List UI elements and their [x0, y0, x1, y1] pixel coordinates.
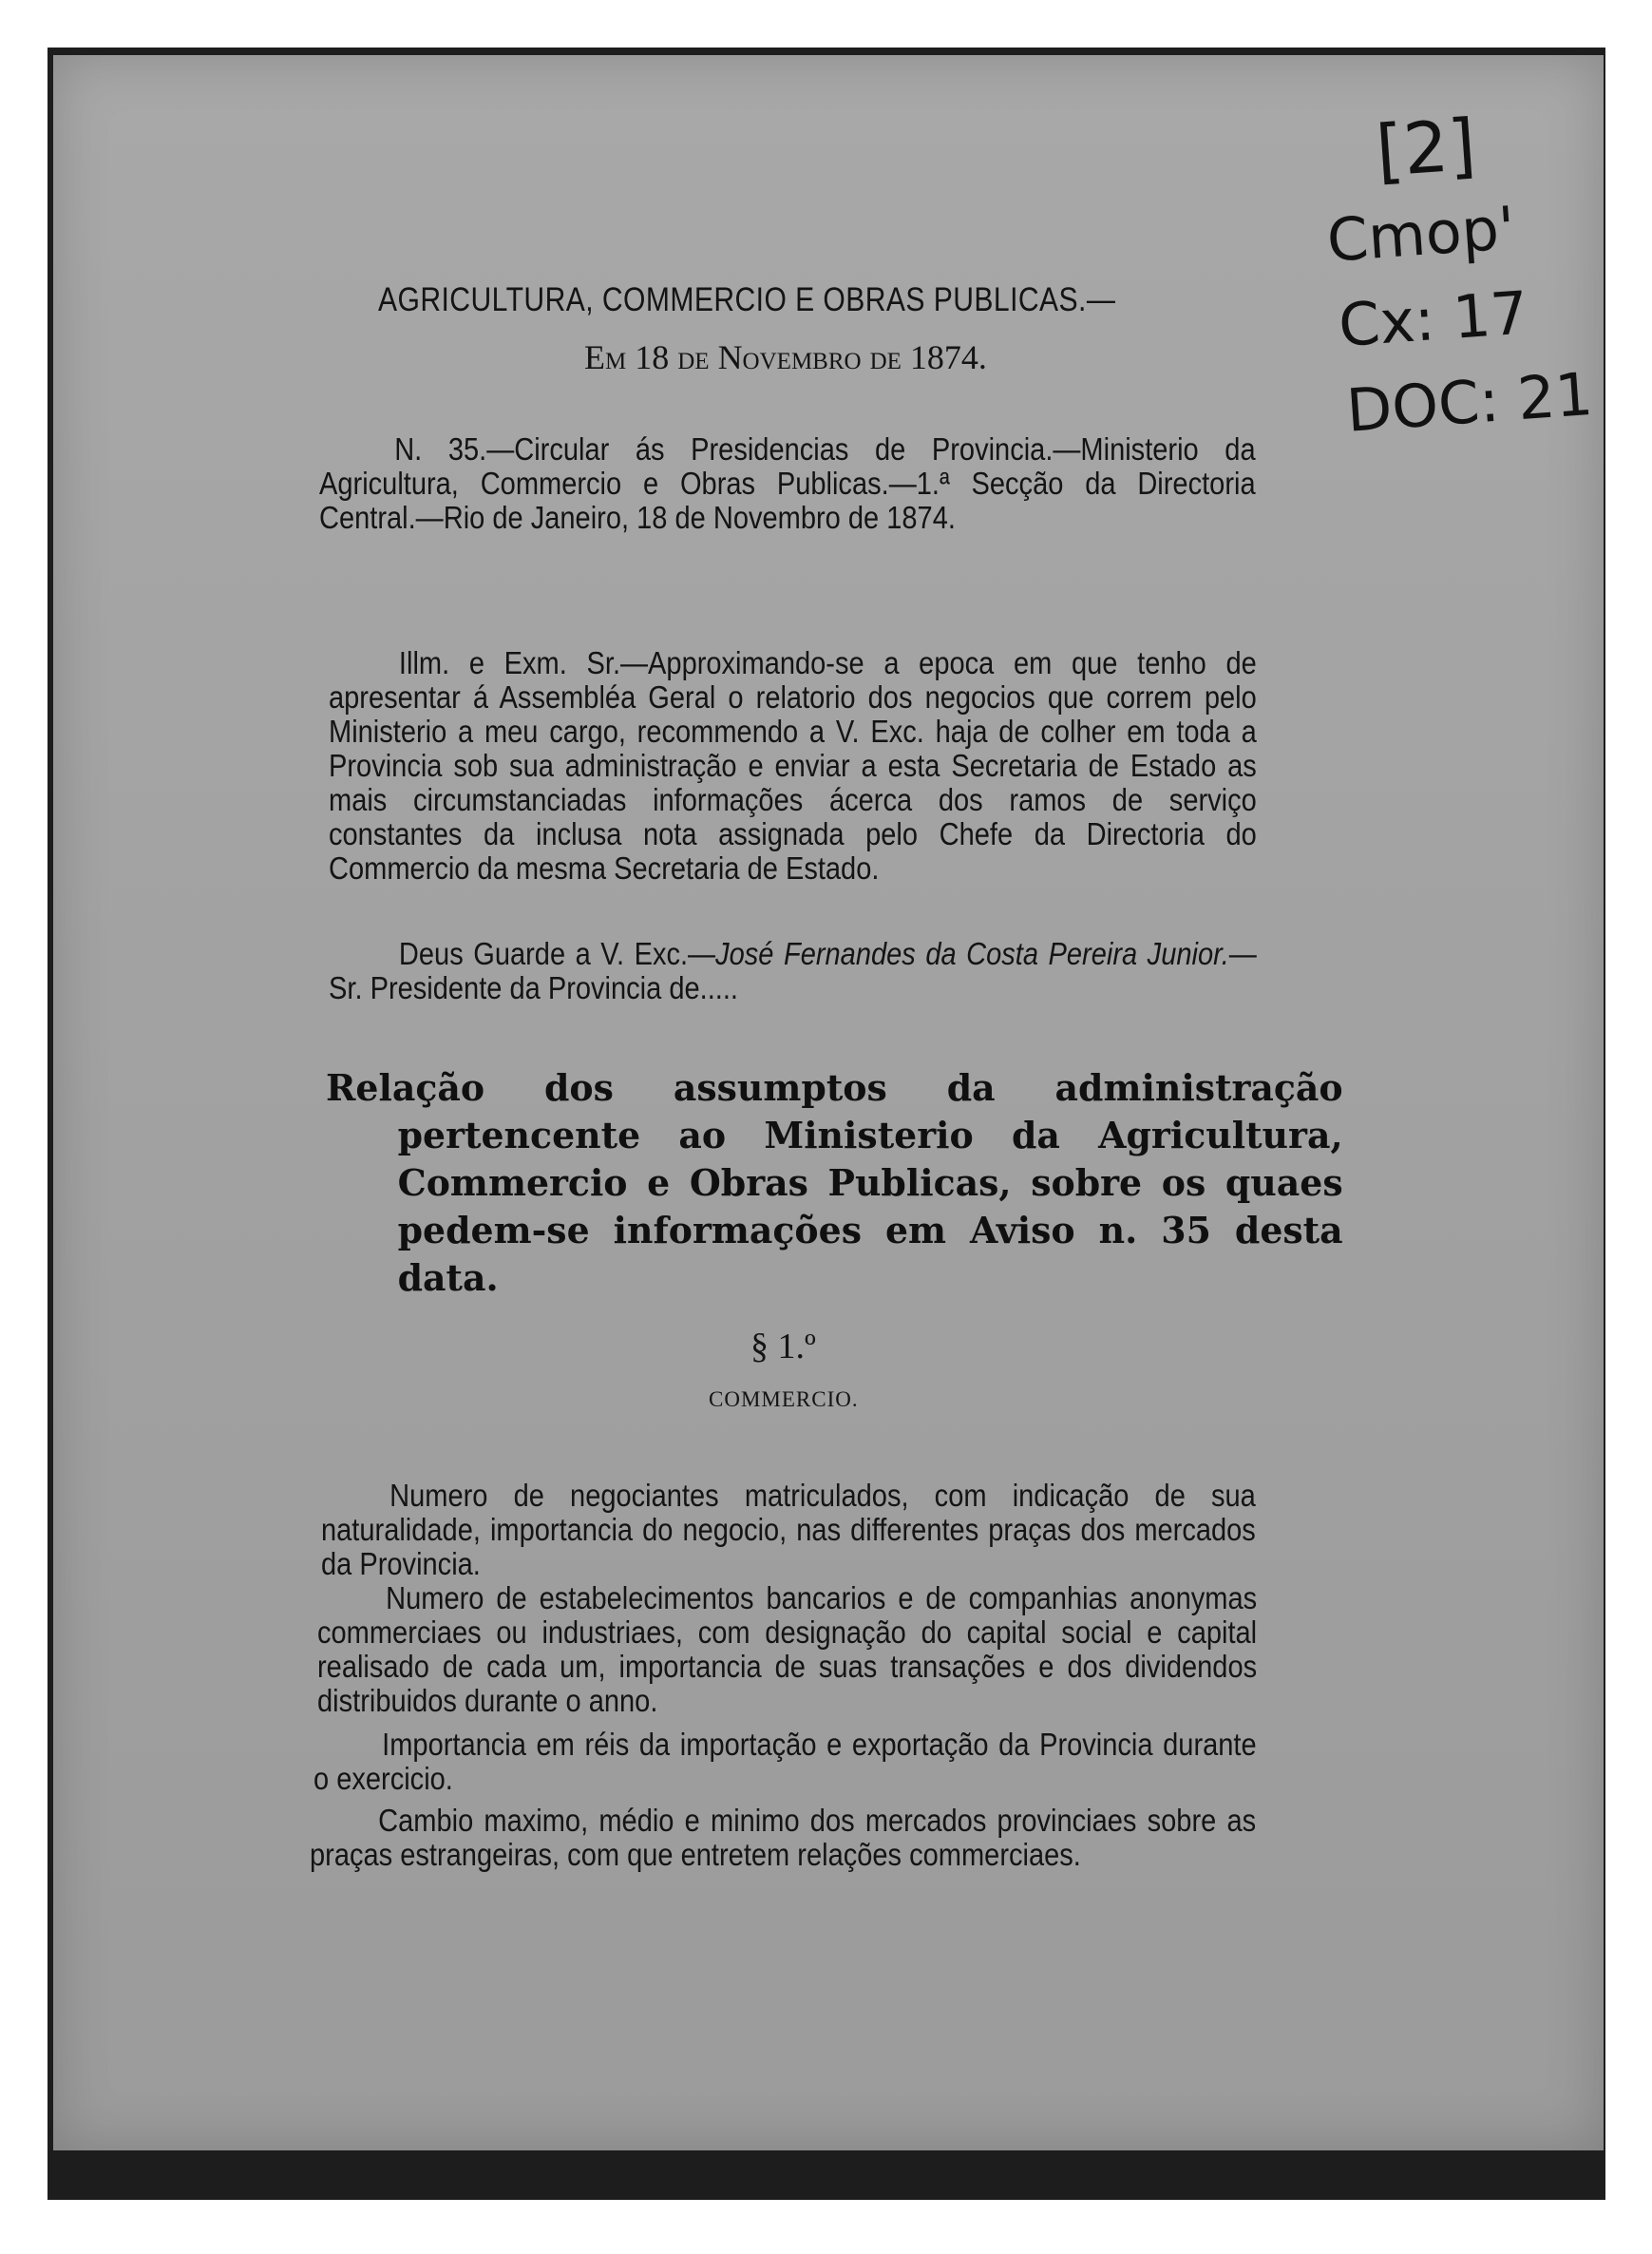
annotation-line: [2]: [1373, 104, 1479, 193]
signature: José Fernandes da Costa Pereira Junior.: [715, 936, 1229, 971]
header-date: [584, 337, 987, 377]
ministry-title: AGRICULTURA, COMMERCIO E OBRAS PUBLICAS.—: [378, 281, 1116, 318]
relation-heading: Relação dos assumptos da administração pertencente ao Ministerio da Agricultura, Commercio e Obras Publicas, sobre os quaes pedem-se informações em Aviso n. 35 desta data.: [326, 1066, 1343, 1299]
date-de: de: [669, 338, 718, 376]
date-year: 1874.: [909, 338, 987, 376]
closing-end: —Sr. Presidente da Provincia de.....: [329, 936, 1257, 1005]
body-paragraph: Illm. e Exm. Sr.—Approximando-se a epoca em que tenho de apresentar á Assembléa Geral o relatorio dos negocios que correm pelo Ministerio a meu cargo, recommendo a V. Exc. haja de colher em toda a Provincia sob sua administração e enviar a esta Secretaria de Estado as mais circumstanciadas informações ácerca dos ramos de serviço constantes da inclusa nota assignada pelo Chefe da Directoria do Commercio da mesma Secretaria de Estado.: [329, 645, 1257, 886]
date-month: Novembro: [717, 338, 862, 376]
list-item: Importancia em réis da importação e exportação da Provincia durante o exercicio.: [313, 1727, 1257, 1796]
list-item: Numero de negociantes matriculados, com indicação de sua naturalidade, importancia do negocio, nas differentes praças dos mercados da Provincia.: [321, 1478, 1256, 1581]
closing-paragraph: [329, 937, 1257, 1005]
closing-start: Deus Guarde a V. Exc.—: [398, 936, 716, 971]
annotation-line: Cx: 17: [1336, 277, 1530, 361]
section-number: § 1.º: [750, 1327, 816, 1366]
list-item: Numero de estabelecimentos bancarios e de companhias anonymas commerciaes ou industriaes, com designação do capital social e capital realisado de cada um, importancia de suas transações e dos dividendos distribuidos durante o anno.: [317, 1580, 1258, 1718]
date-prefix: Em: [584, 338, 636, 376]
date-de: de: [861, 338, 910, 376]
circular-reference: N. 35.—Circular ás Presidencias de Provincia.—Ministerio da Agricultura, Commercio e Obras Publicas.—1.ª Secção da Directoria Central.—Rio de Janeiro, 18 de Novembro de 1874.: [319, 431, 1256, 535]
annotation-line: DOC: 21: [1344, 358, 1595, 446]
handwritten-archive-annotation: [1319, 97, 1595, 455]
date-day: 18: [635, 338, 670, 376]
section-title: COMMERCIO.: [709, 1387, 859, 1411]
annotation-line: Cmop': [1324, 193, 1518, 276]
list-item: Cambio maximo, médio e minimo dos mercados provinciaes sobre as praças estrangeiras, com que entretem relações commerciaes.: [310, 1803, 1257, 1872]
